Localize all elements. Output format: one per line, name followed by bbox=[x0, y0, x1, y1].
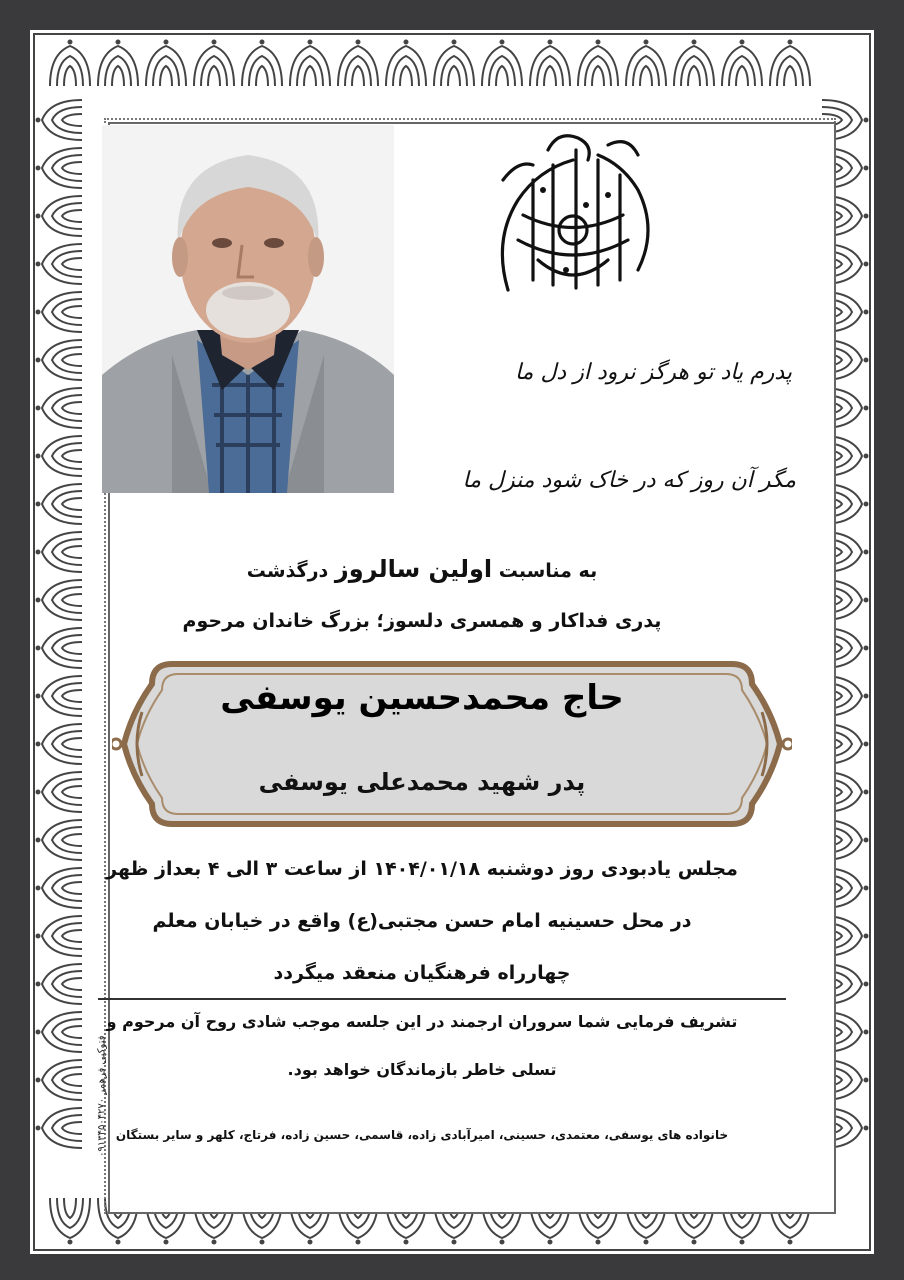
families-list: خانواده های یوسفی، معتمدی، حسینی، امیرآبادی زاده، قاسمی، حسین زاده، فرتاج، کلهر و سایر بستگان bbox=[115, 1128, 729, 1142]
calligraphy-emblem bbox=[478, 120, 668, 310]
border-motif bbox=[36, 388, 83, 428]
border-motif bbox=[722, 40, 762, 87]
border-motif bbox=[98, 40, 138, 87]
border-motif bbox=[626, 40, 666, 87]
intro-prefix: به مناسبت bbox=[498, 560, 598, 582]
border-motif bbox=[242, 40, 282, 87]
intro-suffix: درگذشت bbox=[246, 560, 329, 582]
border-motif bbox=[36, 436, 83, 476]
closing-line-1: تشریف فرمایی شما سروران ارجمند در این جلسه موجب شادی روح آن مرحوم و bbox=[106, 1012, 738, 1031]
border-motif bbox=[36, 820, 83, 860]
border-motif bbox=[434, 40, 474, 87]
border-motif bbox=[482, 40, 522, 87]
poem-line-1: پدرم یاد تو هرگز نرود از دل ما bbox=[514, 360, 792, 385]
deceased-name: حاج محمدحسین یوسفی bbox=[220, 678, 624, 718]
event-line-1: مجلس یادبودی روز دوشنبه ۱۴۰۴/۰۱/۱۸ از ساعت ۳ الی ۴ بعداز ظهر bbox=[106, 858, 738, 880]
border-motif bbox=[386, 40, 426, 87]
poem-line-2: مگر آن روز که در خاک شود منزل ما bbox=[462, 468, 796, 493]
event-line-2: در محل حسینیه امام حسن مجتبی(ع) واقع در خیابان معلم bbox=[152, 910, 692, 932]
border-motif bbox=[146, 40, 186, 87]
intro-highlight: اولین سالروز bbox=[334, 555, 493, 583]
banner-subtitle: پدر شهید محمدعلی یوسفی bbox=[258, 768, 586, 796]
print-shop-credit: فتوکپی فرهمر ۰۹۱۳۴۵۰۴۲۷۰ bbox=[96, 1035, 108, 1157]
border-motif bbox=[770, 40, 810, 87]
border-motif bbox=[578, 40, 618, 87]
border-motif bbox=[36, 244, 83, 284]
border-motif bbox=[674, 40, 714, 87]
border-motif bbox=[50, 40, 90, 87]
border-motif bbox=[338, 40, 378, 87]
border-motif bbox=[36, 100, 83, 140]
border-motif bbox=[36, 292, 83, 332]
border-motif bbox=[194, 40, 234, 87]
intro-line-2: پدری فداکار و همسری دلسوز؛ بزرگ خاندان مرحوم bbox=[182, 610, 662, 632]
border-motif bbox=[50, 1198, 90, 1245]
border-motif bbox=[36, 724, 83, 764]
border-motif bbox=[290, 40, 330, 87]
border-motif bbox=[36, 484, 83, 524]
closing-line-2: تسلی خاطر بازماندگان خواهد بود. bbox=[287, 1060, 557, 1079]
divider bbox=[98, 998, 786, 1000]
border-motif bbox=[530, 40, 570, 87]
border-motif bbox=[36, 340, 83, 380]
border-motif bbox=[36, 628, 83, 668]
portrait-photo bbox=[102, 125, 394, 493]
border-motif bbox=[36, 196, 83, 236]
intro-line-1 bbox=[60, 555, 784, 583]
event-line-3: چهارراه فرهنگیان منعقد میگردد bbox=[273, 962, 571, 984]
border-motif bbox=[36, 148, 83, 188]
